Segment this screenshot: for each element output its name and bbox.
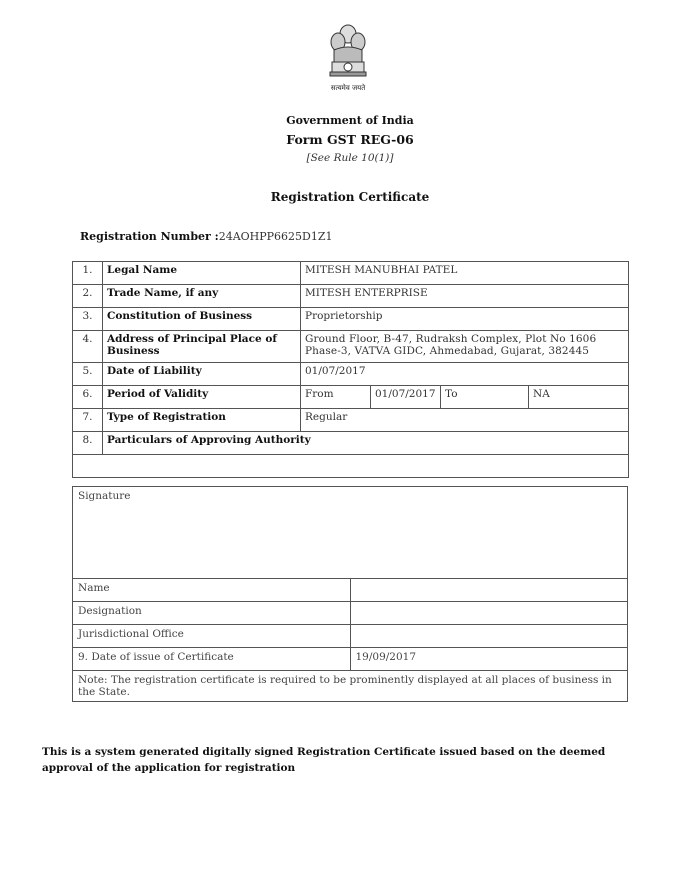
signature-cell [73,487,628,579]
row-number: 8. [73,432,103,455]
legal-name-value: MITESH MANUBHAI PATEL [301,262,629,285]
trade-name-value: MITESH ENTERPRISE [301,285,629,308]
row-number: 6. [73,386,103,409]
designation-label: Designation [73,602,351,625]
table-row [73,602,628,625]
system-generated-note: This is a system generated digitally signed Registration Certificate issued based on the deemed approval of the application for registration [42,746,606,774]
date-of-liability-label: Date of Liability [103,363,301,386]
name-value [350,579,628,602]
registration-type-label: Type of Registration [103,409,301,432]
registration-number [80,230,333,243]
address-label: Address of Principal Place of Business [103,331,301,363]
government-title: Government of India [286,114,414,127]
table-row [73,285,629,308]
authority-table [72,486,628,702]
blank-row [73,455,629,478]
table-row [73,432,629,455]
table-row [73,625,628,648]
row-number: 1. [73,262,103,285]
designation-value [350,602,628,625]
display-note: Note: The registration certificate is required to be prominently displayed at all places of business in the State. [73,671,628,702]
row-number: 2. [73,285,103,308]
details-table [72,261,629,478]
row-number: 4. [73,331,103,363]
rule-reference: [See Rule 10(1)] [306,152,394,164]
table-row [73,579,628,602]
registration-number-label: Registration Number : [80,230,219,243]
row-number: 3. [73,308,103,331]
table-row [73,648,628,671]
table-row [73,409,629,432]
date-of-liability-value: 01/07/2017 [301,363,629,386]
table-row [73,487,628,579]
row-number: 7. [73,409,103,432]
table-row [73,262,629,285]
form-title: Form GST REG-06 [286,132,414,147]
issue-date-label: 9. Date of issue of Certificate [73,648,351,671]
issue-date-value: 19/09/2017 [350,648,628,671]
name-label: Name [73,579,351,602]
validity-to-value: NA [529,386,629,409]
certificate-title: Registration Certificate [270,190,430,204]
table-row [73,331,629,363]
jurisdictional-office-value [350,625,628,648]
row-number: 5. [73,363,103,386]
table-row [73,386,629,409]
approving-authority-label: Particulars of Approving Authority [103,432,629,455]
jurisdictional-office-label: Jurisdictional Office [73,625,351,648]
constitution-label: Constitution of Business [103,308,301,331]
validity-from-label: From [301,386,371,409]
legal-name-label: Legal Name [103,262,301,285]
validity-to-label: To [441,386,529,409]
table-row [73,671,628,702]
motto: सत्यमेव जयते [330,84,366,92]
signature-label: Signature [78,490,131,502]
table-row [73,308,629,331]
address-value: Ground Floor, B-47, Rudraksh Complex, Plot No 1606 Phase-3, VATVA GIDC, Ahmedabad, Gujarat, 382445 [301,331,629,363]
period-of-validity-label: Period of Validity [103,386,301,409]
validity-from-value: 01/07/2017 [371,386,441,409]
registration-type-value: Regular [301,409,629,432]
table-row [73,363,629,386]
registration-number-value: 24AOHPP6625D1Z1 [218,230,333,243]
constitution-value: Proprietorship [301,308,629,331]
table-row [73,455,629,478]
trade-name-label: Trade Name, if any [103,285,301,308]
